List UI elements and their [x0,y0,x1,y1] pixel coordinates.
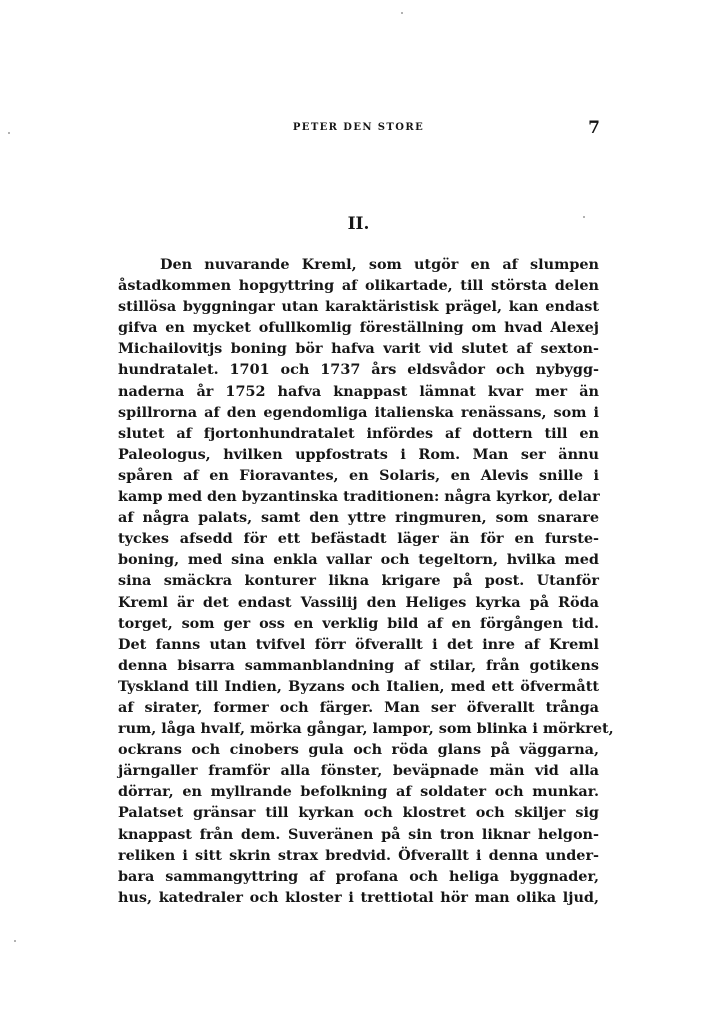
text-line: torget, som ger oss en verklig bild af en förgången tid. [118,614,599,632]
text-line: Den nuvarande Kreml, som utgör en af slumpen [160,256,599,273]
text-line: kamp med den byzantinska traditionen: några kyrkor, delar [118,488,600,506]
text-line: boning, med sina enkla vallar och tegeltorn, hvilka med [118,551,599,569]
text-line: åstadkommen hopgyttring af olikartade, till största delen [118,277,599,295]
text-line: dörrar, en myllrande befolkning af soldater och munkar. [118,783,599,801]
text-line: Det fanns utan tvifvel förr öfverallt i det inre af Kreml [118,635,599,653]
scan-speck [401,12,403,14]
body-paragraph [118,254,614,908]
text-line: ockrans och cinobers gula och röda glans på väggarna, [118,741,599,759]
text-line: järngaller framför alla fönster, beväpnade män vid alla [118,762,599,780]
text-line: sina smäckra konturer likna krigare på post. Utanför [118,572,599,590]
text-line: rum, låga hvalf, mörka gångar, lampor, som blinka i mörkret, [118,720,614,738]
scan-speck [14,940,16,942]
text-line: af sirater, former och färger. Man ser öfverallt trånga [118,698,599,716]
scan-speck [8,132,10,134]
text-line: reliken i sitt skrin strax bredvid. Öfverallt i denna under- [118,846,599,864]
text-line: bara sammangyttring af profana och heliga byggnader, [118,867,599,885]
text-line: Paleologus, hvilken uppfostrats i Rom. Man ser ännu [118,445,599,463]
text-line: knappast från dem. Suveränen på sin tron liknar helgon- [118,825,599,843]
section-heading: II. [347,214,370,234]
page-number: 7 [588,118,600,138]
text-line: spillrorna af den egendomliga italienska renässans, som i [118,403,599,421]
running-title: PETER DEN STORE [292,122,425,133]
text-line: slutet af fjortonhundratalet infördes af dottern till en [118,424,599,442]
text-line: hundratalet. 1701 och 1737 års eldsvådor och nybygg- [118,361,599,379]
text-line: hus, katedraler och kloster i trettiotal hör man olika ljud, [118,888,599,906]
scan-speck [583,216,585,218]
text-line: naderna år 1752 hafva knappast lämnat kvar mer än [118,382,599,400]
text-line: spåren af en Fioravantes, en Solaris, en Alevis snille i [118,466,599,484]
text-line: stillösa byggningar utan karaktäristisk prägel, kan endast [118,298,599,316]
text-line: Kreml är det endast Vassilij den Heliges kyrka på Röda [118,593,599,611]
text-line: af några palats, samt den yttre ringmuren, som snarare [118,509,599,527]
running-head [115,118,602,142]
text-line: Tyskland till Indien, Byzans och Italien, med ett öfvermått [118,677,599,695]
text-line: gifva en mycket ofullkomlig föreställning om hvad Alexej [118,319,599,337]
text-line: Palatset gränsar till kyrkan och klostret och skiljer sig [118,804,599,822]
text-line: denna bisarra sammanblandning af stilar, från gotikens [118,656,599,674]
text-line: tyckes afsedd för ett befästadt läger än för en furste- [118,530,599,548]
text-line: Michailovitjs boning bör hafva varit vid slutet af sexton- [118,340,599,358]
